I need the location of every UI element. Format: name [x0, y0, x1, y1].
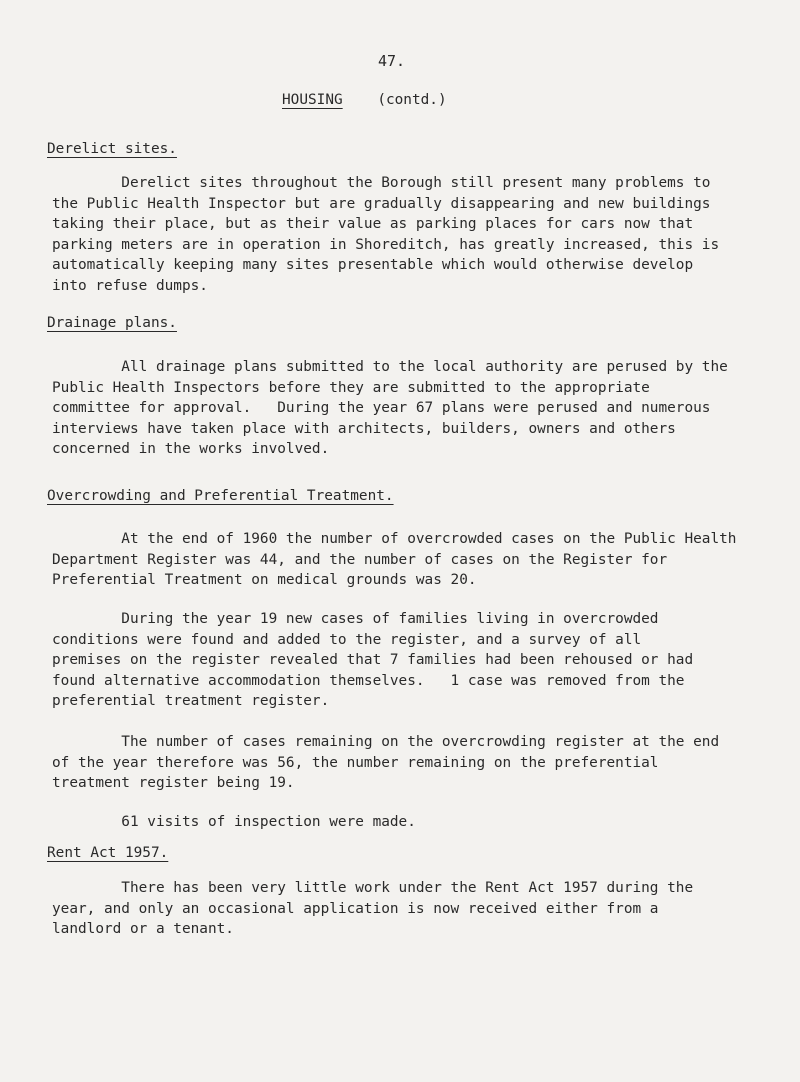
paragraph-drainage-plans: All drainage plans submitted to the local authority are perused by the Public Health Inspectors before they are submitted to the appropriate committee for approval. During the year 67 plans were perused and numerous interviews have taken place with architects, builders, owners and others concerned in the works involved.: [52, 359, 728, 457]
title-housing: HOUSING: [282, 92, 343, 108]
paragraph-derelict-sites: Derelict sites throughout the Borough still present many problems to the Public Health Inspector but are gradually disappearing and new buildings taking their place, but as their value as parking places for cars now that parking meters are in operation in Shoreditch, has greatly increased, this is automatically keeping many sites presentable which would otherwise develop into refuse dumps.: [52, 175, 720, 294]
paragraph-overcrowding-2: During the year 19 new cases of families living in overcrowded conditions were found and added to the register, and a survey of all premises on the register revealed that 7 families had been rehoused or had found alternative accommodation themselves. 1 case was removed from the preferential treatment register.: [52, 611, 694, 709]
paragraph-rent-act: There has been very little work under the Rent Act 1957 during the year, and only an occasional application is now received either from a landlord or a tenant.: [52, 880, 694, 937]
page-title: [282, 92, 447, 108]
heading-rent-act: Rent Act 1957.: [47, 845, 169, 861]
heading-derelict-sites: Derelict sites.: [47, 141, 177, 157]
heading-drainage-plans: Drainage plans.: [47, 315, 177, 331]
paragraph-overcrowding-1: At the end of 1960 the number of overcrowded cases on the Public Health Department Register was 44, and the number of cases on the Register for Preferential Treatment on medical grounds was 20.: [52, 531, 737, 588]
paragraph-overcrowding-4: 61 visits of inspection were made.: [52, 814, 416, 830]
title-contd: (contd.): [377, 92, 447, 108]
page-number: 47.: [378, 52, 406, 70]
heading-overcrowding: Overcrowding and Preferential Treatment.: [47, 488, 394, 504]
paragraph-overcrowding-3: The number of cases remaining on the overcrowding register at the end of the year therefore was 56, the number remaining on the preferential treatment register being 19.: [52, 734, 720, 791]
